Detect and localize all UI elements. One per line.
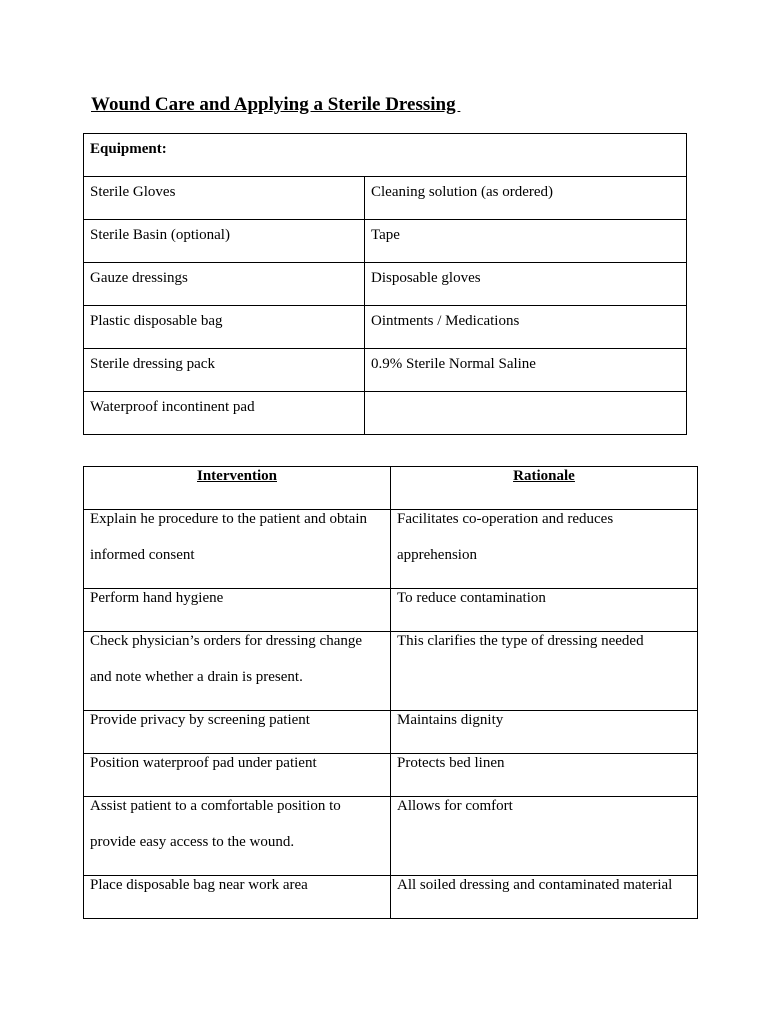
intervention-header-label: Intervention xyxy=(197,468,277,484)
procedure-row xyxy=(84,876,698,919)
procedure-row xyxy=(84,797,698,876)
rationale-cell xyxy=(391,632,698,711)
equipment-row xyxy=(84,349,687,392)
rationale-text: Allows for comfort xyxy=(397,798,513,814)
intervention-text: Explain he procedure to the patient and obtain informed consent xyxy=(90,511,367,563)
equipment-item-empty xyxy=(365,392,687,435)
equipment-header-row xyxy=(84,134,687,177)
rationale-text: To reduce contamination xyxy=(397,590,546,606)
intervention-text: Provide privacy by screening patient xyxy=(90,712,310,728)
equipment-row xyxy=(84,177,687,220)
rationale-text: Maintains dignity xyxy=(397,712,504,728)
equipment-row xyxy=(84,263,687,306)
intervention-cell xyxy=(84,876,391,919)
equipment-item: Ointments / Medications xyxy=(365,306,687,349)
equipment-header: Equipment: xyxy=(84,134,687,177)
equipment-item: Gauze dressings xyxy=(84,263,365,306)
intervention-text: Assist patient to a comfortable position to provide easy access to the wound. xyxy=(90,798,341,850)
rationale-text: All soiled dressing and contaminated material xyxy=(397,877,673,893)
equipment-row xyxy=(84,220,687,263)
equipment-item: Tape xyxy=(365,220,687,263)
intervention-cell xyxy=(84,632,391,711)
equipment-item: Cleaning solution (as ordered) xyxy=(365,177,687,220)
intervention-text: Check physician’s orders for dressing change and note whether a drain is present. xyxy=(90,633,363,685)
equipment-row xyxy=(84,392,687,435)
equipment-item: Disposable gloves xyxy=(365,263,687,306)
rationale-text: This clarifies the type of dressing needed xyxy=(397,633,644,649)
intervention-text: Position waterproof pad under patient xyxy=(90,755,317,771)
procedure-table xyxy=(83,466,698,919)
equipment-item: Sterile Basin (optional) xyxy=(84,220,365,263)
equipment-item: Sterile Gloves xyxy=(84,177,365,220)
rationale-header-label: Rationale xyxy=(513,468,575,484)
equipment-table xyxy=(83,133,687,435)
equipment-row xyxy=(84,306,687,349)
rationale-text: Facilitates co-operation and reduces apprehension xyxy=(397,511,614,563)
rationale-cell xyxy=(391,797,698,876)
equipment-item: Sterile dressing pack xyxy=(84,349,365,392)
equipment-item: Plastic disposable bag xyxy=(84,306,365,349)
rationale-text: Protects bed linen xyxy=(397,755,505,771)
equipment-item: 0.9% Sterile Normal Saline xyxy=(365,349,687,392)
intervention-text: Perform hand hygiene xyxy=(90,590,224,606)
procedure-row xyxy=(84,632,698,711)
intervention-cell xyxy=(84,510,391,589)
intervention-cell xyxy=(84,797,391,876)
intervention-text: Place disposable bag near work area xyxy=(90,877,308,893)
document-title: Wound Care and Applying a Sterile Dressing xyxy=(91,94,461,115)
equipment-item: Waterproof incontinent pad xyxy=(84,392,365,435)
rationale-cell xyxy=(391,510,698,589)
rationale-cell xyxy=(391,876,698,919)
procedure-row xyxy=(84,510,698,589)
